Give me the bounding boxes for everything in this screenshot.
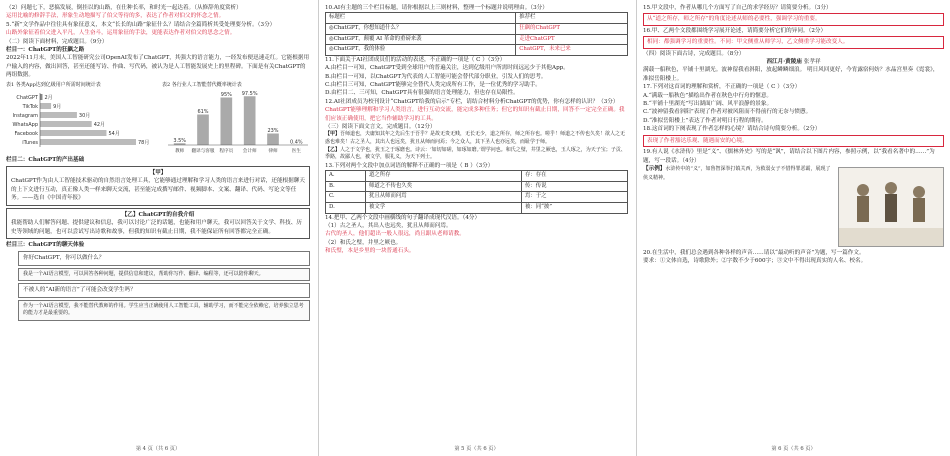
q17-opt-d: D.“准拟岳阳楼上”表达了作者对明日行程的期待。 [643,117,767,124]
value-label: 3.5% [173,137,187,144]
chat-q2: 不被人的“AI新的语言”了可能会改变学生吗？ [18,283,310,297]
q5-answer: 山路外象征着伯父进入平凡，人生奋斗，运用象征的手法，更能表达作者对伯父的思念之情。 [6,30,236,37]
cell: 犹且从师而问焉 [365,192,521,203]
box-yi [6,208,310,239]
q11-opt-b: B.由栏目一可知，以ChatGPT为代表的人工智能可能会替代部分职业，引发人们的思考。 [325,73,547,80]
q15-answer: 从“道之所存，师之所存”的角度论述从师的必要性，强调学习的重要。 [643,13,944,25]
q16: 16.甲、乙两个文段都围绕学习展开论述，请简要分析它们的异同。（2分） [643,27,827,34]
box-jia [6,166,310,206]
category-label: 律师 [268,148,278,154]
category-label: Facebook [14,130,38,137]
cell: D. [326,203,366,214]
cell: 走进ChatGPT [516,34,628,45]
cell: C. [326,192,366,203]
bar [40,121,92,127]
category-label: Instagram [12,112,38,119]
chart2-svg [162,91,310,155]
poem-author: 张孝祥 [803,59,821,66]
value-label: 2月 [44,94,53,101]
q14-2-answer: 和氏璧，本是乡里的一块普通石头。 [325,248,415,255]
footer-6: 第 6 页（共 6 页） [771,445,816,452]
q11-opt-a: A.由栏目一可知，ChatGPT受到全球用户的普遍关注，达到亿级用户所需时间远远少于其他App。 [325,65,569,72]
box-jia-head: 【甲】 [149,170,167,177]
q14: 14.把甲、乙两个文段中画横线的句子翻译成现代汉语。（4分） [325,214,481,221]
category-label: ChatGPT [16,94,38,101]
q17-opt-c: C.“波神留我看斜阳”表现了作者对被风阻而不得前行的无奈与愤懑。 [643,109,812,116]
category-label: 教师 [175,148,185,154]
category-label: TikTok [22,103,38,110]
page-4 [0,0,316,456]
bar [40,103,51,109]
section-2: （二）阅读下面材料，完成题目。（9分） [6,38,108,45]
q14-2: （2）和氏之璧，井里之厥也。 [325,239,402,246]
chart2-title: 表2 各行业人工智能替代概率统计表 [162,81,242,88]
illustration-figures [839,168,943,246]
cell: B. [326,181,366,192]
cell: ◎ChatGPT，你想知道什么？ [326,24,516,35]
chart1-svg [6,91,154,155]
category-label: iTunes [22,139,38,146]
illustration [838,167,944,247]
chat-a1: 我是一个AI语言模型，可以回答各种问题，提供信息和建议，帮助你写作、翻译、编程等，还可以陪你聊天。 [18,268,310,282]
q18-answer: 表现了作者豁达乐观、随遇而安的心境。 [643,135,944,147]
value-label: 42月 [93,121,106,128]
value-label: 61% [197,108,209,115]
value-label: 30月 [78,112,91,119]
q18: 18.这首词的下阕表现了作者怎样的心境？请结合诗句简要分析。（2分） [643,126,821,133]
box-jia-text: ChatGPT作为由人工智能技术驱动的自然语言处理工具，它能够通过理解和学习人类的语言来进行对话，还能根据聊天的上下文进行互动，真正像人类一样来聊天交流，甚至能完成撰写邮件、视频脚本、文案、翻译、代码、写论文等任务。——选自《中国青年报》 [11,178,305,202]
cell: 存：存在 [521,171,627,182]
lan3-title: 栏目三：ChatGPT的聊天体验 [6,241,85,248]
cell: 焉：于之 [521,192,627,203]
chat-a2: 作为一个AI语言模型，我不能替代教师的作用。学生应当正确使用人工智能工具，辅助学习，而不能完全依赖它，培养独立思考的能力才是最重要的。 [18,300,310,321]
cell: 被：同“披” [521,203,627,214]
bar [40,112,77,118]
q10-table [325,12,628,55]
bar [244,96,256,145]
poem-lines: 满载一船秋色，平铺十里湖光。波神留我看斜阳，放起鳞鳞细浪。 明日风回更好，今宵露宿何妨？水晶宫里奏《霓裳》，准拟岳阳楼上。 [643,67,939,82]
value-label: 9月 [53,103,62,110]
value-label: 54月 [108,130,120,137]
q11: 11.下面关于AI社团成员们的活动的表述，不正确的一项是（ C ）（3分） [325,56,506,63]
chart1-title: 表1 各类App达到亿级用户所需时间统计表 [6,81,101,88]
bar [40,94,42,100]
bar [267,133,279,145]
footer-4: 第 4 页（共 6 页） [135,445,181,452]
q5: 5.“新”文学作品中往往具有象征意义，本文“长长的山路”象征什么？请结合全篇简析其受处理要分析。（3分） [6,21,276,28]
q19: 19.有人说《水浒传》里是“义”、《儒林外史》写的是“讽”，请结合以下图片内容，参照示例，以“我看名著中的……”为题，写一段话。（4分） [643,149,935,164]
category-label: 程序员 [219,148,234,154]
bar [197,114,209,145]
cell: 狂飙的ChatGPT [516,24,628,35]
q14-1-answer: 古代的圣人，他们超出一般人很远，尚且跟从老师请教。 [325,231,465,238]
q17: 17.下列对这首词的理解和赏析，不正确的一项是（ C ）（3分） [643,84,801,91]
category-label: WhatsApp [12,121,38,128]
chart-ai-replace [162,82,310,154]
wenyan-text2: 人之于文学也，犹玉之于琢磨也。诗云：‘如切如磋，如琢如磨。’谓学问也。和氏之璧，井里之厥也，玉人琢之，为天子宝；子贡、季路，故鄙人也，被文学，服礼义，为天下列士。 [325,146,626,161]
category-label: 医生 [291,148,301,154]
box-yi-text: 我能帮助人们解答问题、提供建议和信息，我可以讨论广泛的话题，也能和用户聊天，我可以回答关于文学、科技、历史等领域的问题，也可以尝试写出诗歌和故事，但我的知识有截止日期，我不能保证所有回答都完全正确。 [11,220,302,235]
q20-requirement: 要求：①文体自选，诗歌除外；②字数不少于600字；③文中不得出现真实的人名、校名。 [643,258,867,265]
bar [40,130,106,136]
charts-row [6,82,310,154]
q12: 12.AI社团成员为校刊设计“ChatGPT给我的启示”专栏，请结合材料分析ChatGPT的优势，你有怎样的认识？（3分） [325,98,619,105]
q17-opt-a: A.“满载一船秋色”描绘出作者在秋色中行舟的惬意。 [643,92,773,99]
wenyan-text: 吾师道也，夫庸知其年之先后生于吾乎？是故无贵无贱，无长无少，道之所存，师之所存也。嗟乎！师道之不传也久矣！欲人之无惑也难矣！古之圣人，其出人也远矣，犹且从师而问焉；今之众人，其下圣人也亦远矣，而耻学于师。 [325,131,626,146]
q17-opt-b: B.“平铺十里湖光”写出湖面广阔、风平浪静的景象。 [643,101,773,108]
lan2-title: 栏目二：ChatGPT的产出基础 [6,156,85,163]
cell: 师道之不传也久矣 [365,181,521,192]
wenyan-head2: 【乙】 [325,146,341,153]
q13: 13.下列对两个文段中加点词语的解释不正确的一项是（ B ）（3分） [325,162,494,169]
q11-opt-c: C.由栏目三可知，ChatGPT能够完全替代人类完成所有工作，是一位优秀的学习助手。 [325,82,541,88]
example-text: 水浒传中的“义”，如鲁智深拳打镇关西，为救弱女子不惜得罪恶霸，展现了侠义精神。 [643,165,831,181]
q20: 20.在生活中，我们总会遇到各种各样的声音……请以“最动听的声音”为题，写一篇作文。 [643,249,865,256]
q15: 15.甲文段中，作者从哪几个方面写了自己的求学经历？请简要分析。（3分） [643,5,832,11]
q-top-answer: 运用比喻的修辞手法，形象生动地描写了伯父等待的多，表达了作者对伯父的怀念之情。 [6,13,225,20]
q-top: （2）问题七下，恶搞发展，倒挂以的山路，在仕种长率，和时光一起达着。（从修辞角度赏析） [6,5,242,11]
value-label: 23% [267,127,279,134]
box-yi-head: 【乙】ChatGPT的自我介绍 [121,211,195,218]
q12-answer: ChatGPT能够理解和学习人类语言，进行互动交流，能完成多种任务；但它的知识有截止日期，回答不一定完全正确。我们应该正确使用，把它当作辅助学习的工具。 [325,107,625,122]
value-label: 97.5% [241,90,258,97]
value-label: 95% [220,91,232,98]
value-label: 0.4% [289,138,303,145]
q14-1: （1）古之圣人，其出人也远矣，犹且从师而问焉。 [325,223,452,229]
q10: 10.AI有主题的三个栏目标题，请你根据以上三则材料，整理一个标题并说明理由。（3分） [325,5,548,11]
cell: ChatGPT，未来已来 [516,45,628,56]
value-label: 78月 [138,139,150,146]
cell: 道之所存 [365,171,521,182]
th-0: 标题栏 [326,13,516,24]
cell: ◎ChatGPT，我的体验 [326,45,516,56]
section-4: （四）阅读下面古诗，完成题目。（8分） [643,50,745,57]
q11-opt-d: D.由栏目二、三可知，ChatGPT具有很强的语言处理能力，但也存在局限性。 [325,90,519,97]
poem-title: 西江月·黄陵庙 [766,59,802,66]
page-5 [318,0,634,456]
bar [40,139,136,145]
footer-5: 第 5 页（共 6 页） [454,445,499,452]
cell: 传：传说 [521,181,627,192]
category-label: 会计师 [242,148,257,154]
category-label: 翻译与客服 [191,148,215,154]
bar [221,97,233,145]
q13-table [325,170,628,213]
page-6 [636,0,950,456]
cell: ◎ChatGPT，颠覆 AI 革命的重磅来袭 [326,34,516,45]
th-1: 推荐栏 [516,13,628,24]
q16-answer: 相同：都强调学习的重要性。不同：甲文侧重从师学习，乙文侧重学习能改变人。 [643,36,944,48]
example-label: 【示例】 [643,165,666,172]
cell: A. [326,171,366,182]
wenyan-head: 【甲】 [325,131,341,138]
chart-app-users [6,82,154,154]
cell: 被文学 [365,203,521,214]
lan1-text: 2022年11月末，美国人工智能研究公司OpenAI发布了ChatGPT，其强大的语言能力，一经发布便迅速走红。它能根据用户输入的内容，做出回答，甚至还能写诗、作曲、写代码，被认为是人工智能发展史上的里程碑。下面是有关ChatGPT的两组数据。 [6,55,310,79]
section-3: （三）阅读下面文言文，完成题目。（12分） [325,124,436,131]
lan1-title: 栏目一：ChatGPT的狂飙之路 [6,47,85,54]
chat-q1: 你好ChatGPT，你可以做什么？ [18,251,310,265]
